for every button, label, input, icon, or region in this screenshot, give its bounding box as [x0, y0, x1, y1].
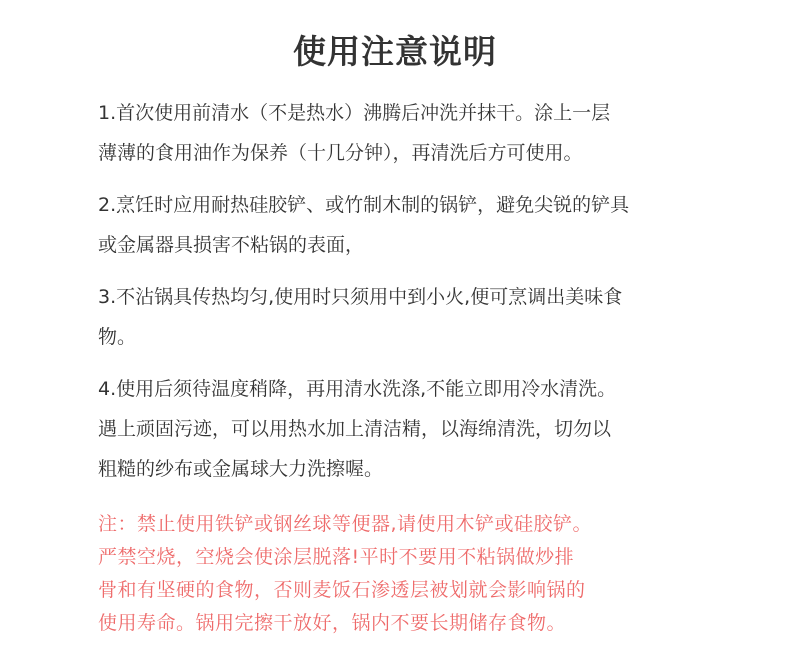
instruction-item-1: [98, 93, 718, 173]
instructions-list: [98, 93, 718, 501]
notice-line: 注：禁止使用铁铲或钢丝球等便器,请使用木铲或硅胶铲。: [98, 513, 593, 535]
instruction-line: 物。: [98, 326, 137, 348]
warning-notice: [98, 508, 738, 640]
notice-line: 骨和有坚硬的食物，否则麦饭石渗透层被划就会影响锅的: [98, 579, 586, 601]
instruction-item-4: [98, 369, 718, 489]
instruction-line: 4.使用后须待温度稍降，再用清水洗涤,不能立即用冷水清洗。: [98, 378, 617, 400]
instruction-line: 2.烹饪时应用耐热硅胶铲、或竹制木制的锅铲，避免尖锐的铲具: [98, 194, 630, 216]
notice-line: 使用寿命。锅用完擦干放好，锅内不要长期储存食物。: [98, 612, 567, 634]
instruction-item-3: [98, 277, 718, 357]
instruction-line: 1.首次使用前清水（不是热水）沸腾后冲洗并抹干。涂上一层: [98, 102, 611, 124]
instruction-item-2: [98, 185, 718, 265]
instruction-line: 或金属器具损害不粘锅的表面，: [98, 234, 365, 256]
instruction-line: 粗糙的纱布或金属球大力洗擦喔。: [98, 458, 384, 480]
page-title: 使用注意说明: [293, 32, 497, 71]
notice-line: 严禁空烧，空烧会使涂层脱落!平时不要用不粘锅做炒排: [98, 546, 575, 568]
instruction-line: 薄薄的食用油作为保养（十几分钟），再清洗后方可使用。: [98, 142, 583, 164]
instruction-line: 3.不沾锅具传热均匀,使用时只须用中到小火,便可烹调出美味食: [98, 286, 623, 308]
instruction-line: 遇上顽固污迹，可以用热水加上清洁精，以海绵清洗，切勿以: [98, 418, 612, 440]
